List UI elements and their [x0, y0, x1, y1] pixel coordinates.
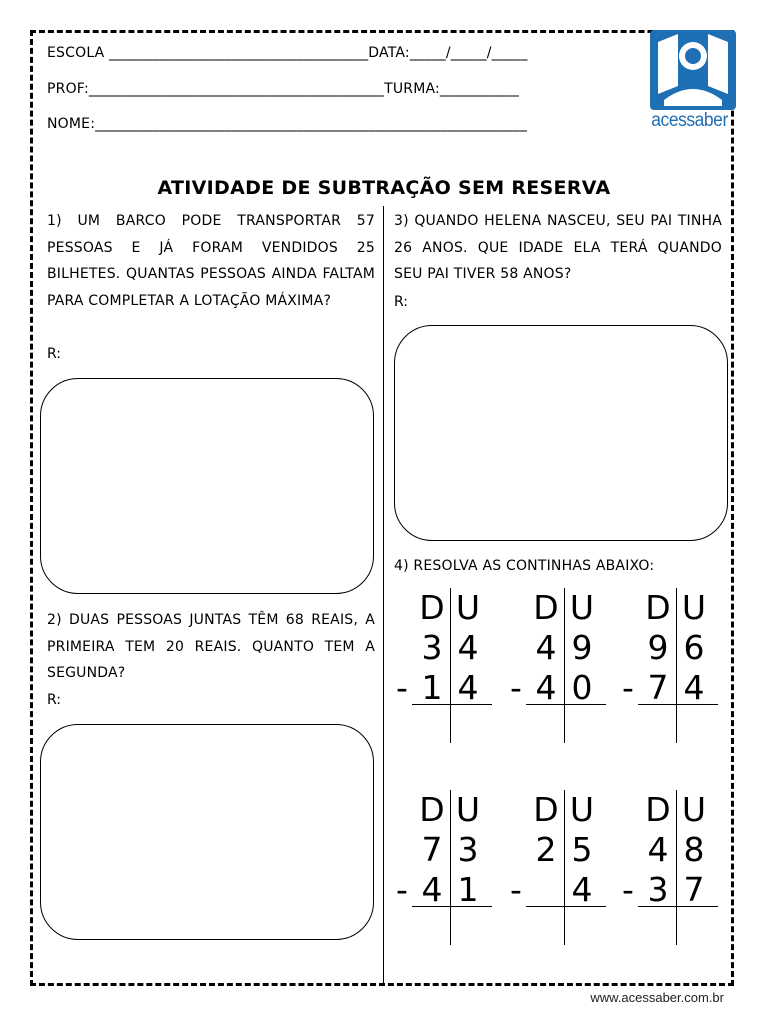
- top-units: 9: [571, 628, 593, 667]
- result-line: [526, 704, 606, 705]
- acessaber-logo: [650, 30, 736, 132]
- col-d-header: D: [419, 790, 445, 829]
- subtraction-1: [398, 588, 508, 748]
- question-2-answer-box[interactable]: [40, 724, 374, 940]
- minus-sign: -: [510, 668, 522, 707]
- bottom-units: 4: [457, 668, 479, 707]
- minus-sign: -: [396, 668, 408, 707]
- top-tens: 4: [535, 628, 557, 667]
- bottom-units: 7: [683, 870, 705, 909]
- minus-sign: -: [622, 870, 634, 909]
- bottom-tens: 4: [535, 668, 557, 707]
- page-title: ATIVIDADE DE SUBTRAÇÃO SEM RESERVA: [157, 177, 611, 199]
- logo-person-icon: [650, 30, 736, 110]
- top-tens: 2: [535, 830, 557, 869]
- result-line: [526, 906, 606, 907]
- result-line: [412, 704, 492, 705]
- logo-emblem: [650, 30, 736, 110]
- minus-sign: -: [510, 870, 522, 909]
- bottom-units: 4: [683, 668, 705, 707]
- logo-wordmark: acessaber: [651, 110, 728, 131]
- col-u-header: U: [681, 588, 707, 627]
- question-1-answer-box[interactable]: [40, 378, 374, 594]
- result-line: [638, 704, 718, 705]
- column-divider: [383, 206, 384, 986]
- teacher-class-line: PROF:_________________________________________TURMA:___________: [47, 81, 520, 97]
- col-u-header: U: [455, 790, 481, 829]
- column-separator: [564, 588, 565, 743]
- minus-sign: -: [622, 668, 634, 707]
- question-3-answer-label: R:: [394, 294, 409, 310]
- col-d-header: D: [533, 790, 559, 829]
- site-url: www.acessaber.com.br: [590, 990, 724, 1005]
- col-d-header: D: [645, 790, 671, 829]
- result-line: [638, 906, 718, 907]
- bottom-tens: 1: [421, 668, 443, 707]
- bottom-tens: 3: [647, 870, 669, 909]
- bottom-units: 1: [457, 870, 479, 909]
- top-tens: 3: [421, 628, 443, 667]
- col-d-header: D: [419, 588, 445, 627]
- question-2-text: 2) DUAS PESSOAS JUNTAS TÊM 68 REAIS, A PRIMEIRA TEM 20 REAIS. QUANTO TEM A SEGUNDA?: [47, 612, 375, 681]
- top-tens: 7: [421, 830, 443, 869]
- top-units: 5: [571, 830, 593, 869]
- question-1-answer-label: R:: [47, 346, 62, 362]
- school-date-line: ESCOLA ____________________________________DATA:_____/_____/_____: [47, 45, 528, 61]
- column-separator: [564, 790, 565, 945]
- bottom-units: 0: [571, 668, 593, 707]
- col-d-header: D: [645, 588, 671, 627]
- col-u-header: U: [569, 790, 595, 829]
- top-units: 6: [683, 628, 705, 667]
- bottom-units: 4: [571, 870, 593, 909]
- name-line: NOME:____________________________________________________________: [47, 116, 528, 132]
- question-1-text: 1) UM BARCO PODE TRANSPORTAR 57 PESSOAS E JÁ FORAM VENDIDOS 25 BILHETES. QUANTAS PESSOAS AINDA FALTAM PARA COMPLETAR A LOTAÇÃO MÁXIMA?: [47, 213, 375, 309]
- subtraction-2: [512, 588, 622, 748]
- top-units: 3: [457, 830, 479, 869]
- question-3-answer-box[interactable]: [394, 325, 728, 541]
- question-3-text: 3) QUANDO HELENA NASCEU, SEU PAI TINHA 26 ANOS. QUE IDADE ELA TERÁ QUANDO SEU PAI TIVER 58 ANOS?: [394, 213, 722, 282]
- column-separator: [450, 588, 451, 743]
- column-separator: [676, 588, 677, 743]
- subtraction-5: [512, 790, 622, 950]
- subtraction-3: [624, 588, 734, 748]
- top-units: 4: [457, 628, 479, 667]
- top-tens: 9: [647, 628, 669, 667]
- top-tens: 4: [647, 830, 669, 869]
- col-u-header: U: [455, 588, 481, 627]
- result-line: [412, 906, 492, 907]
- top-units: 8: [683, 830, 705, 869]
- minus-sign: -: [396, 870, 408, 909]
- col-u-header: U: [681, 790, 707, 829]
- question-2-answer-label: R:: [47, 692, 62, 708]
- col-d-header: D: [533, 588, 559, 627]
- column-separator: [450, 790, 451, 945]
- question-4-text: 4) RESOLVA AS CONTINHAS ABAIXO:: [394, 558, 655, 574]
- col-u-header: U: [569, 588, 595, 627]
- subtraction-6: [624, 790, 734, 950]
- bottom-tens: 4: [421, 870, 443, 909]
- bottom-tens: 7: [647, 668, 669, 707]
- column-separator: [676, 790, 677, 945]
- subtraction-4: [398, 790, 508, 950]
